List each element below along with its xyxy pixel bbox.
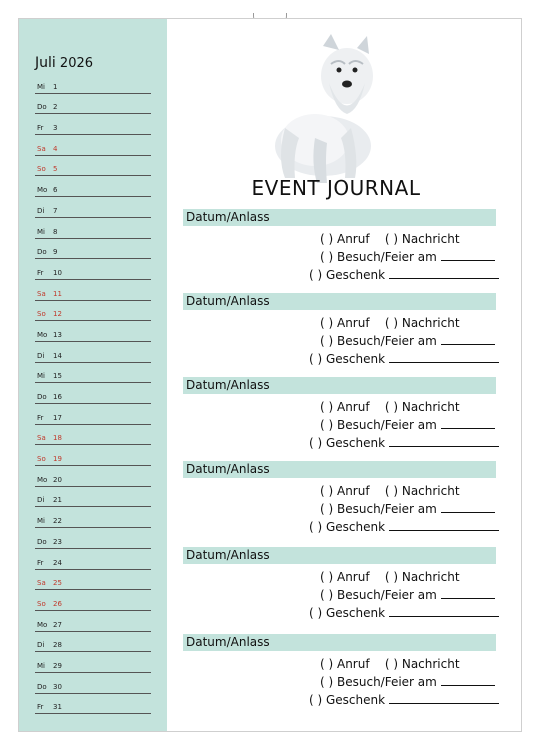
checkbox-anruf[interactable]: ( ) Anruf [320, 484, 370, 498]
checkbox-geschenk[interactable]: ( ) Geschenk [309, 268, 386, 282]
visit-line [320, 249, 495, 264]
day-number: 17 [53, 413, 62, 422]
weekday-label: Mi [37, 372, 45, 381]
day-row [35, 611, 151, 632]
day-number: 28 [53, 641, 62, 650]
day-row [35, 632, 151, 653]
day-row [35, 197, 151, 218]
gift-line [309, 435, 499, 450]
day-row [35, 259, 151, 280]
weekday-label: Fr [37, 703, 44, 712]
weekday-label: Sa [37, 579, 46, 588]
visit-date-blank[interactable] [441, 417, 495, 429]
gift-line [309, 605, 499, 620]
weekday-label: Do [37, 103, 47, 112]
visit-line [320, 587, 495, 602]
day-number: 5 [53, 165, 58, 174]
checkbox-besuch[interactable]: ( ) Besuch/Feier am [320, 675, 437, 689]
entry-heading: Datum/Anlass [183, 547, 496, 564]
day-row [35, 404, 151, 425]
contact-options [320, 484, 460, 498]
checkbox-nachricht[interactable]: ( ) Nachricht [384, 316, 460, 330]
day-row [35, 673, 151, 694]
contact-options [320, 570, 460, 584]
day-sidebar [19, 19, 167, 731]
day-row [35, 218, 151, 239]
weekday-label: Do [37, 393, 47, 401]
day-row [35, 114, 151, 135]
weekday-label: Fr [37, 413, 44, 422]
year: 2026 [59, 56, 94, 71]
day-number: 6 [53, 186, 58, 195]
day-number: 23 [53, 537, 62, 546]
checkbox-nachricht[interactable]: ( ) Nachricht [384, 484, 460, 498]
day-row [35, 549, 151, 570]
day-number: 7 [53, 206, 58, 215]
day-row [35, 528, 151, 549]
visit-date-blank[interactable] [441, 501, 495, 513]
weekday-label: So [37, 310, 46, 319]
entry-heading: Datum/Anlass [183, 377, 496, 394]
journal-entry [183, 461, 496, 534]
day-row [35, 135, 151, 156]
day-number: 21 [53, 496, 62, 505]
journal-entry [183, 209, 496, 282]
visit-date-blank[interactable] [441, 333, 495, 345]
checkbox-besuch[interactable]: ( ) Besuch/Feier am [320, 418, 437, 432]
day-row [35, 590, 151, 611]
visit-date-blank[interactable] [441, 674, 495, 686]
day-number: 27 [53, 620, 62, 629]
visit-line [320, 501, 495, 516]
weekday-label: Sa [37, 144, 46, 153]
day-number: 30 [53, 682, 62, 691]
day-row [35, 507, 151, 528]
month-title [35, 55, 93, 71]
checkbox-geschenk[interactable]: ( ) Geschenk [309, 436, 386, 450]
journal-entry [183, 634, 496, 707]
day-number: 22 [53, 517, 62, 526]
visit-line [320, 674, 495, 689]
checkbox-besuch[interactable]: ( ) Besuch/Feier am [320, 250, 437, 264]
weekday-label: Mo [37, 620, 48, 629]
gift-line [309, 267, 499, 282]
day-number: 15 [53, 372, 62, 381]
journal-entry [183, 547, 496, 620]
checkbox-geschenk[interactable]: ( ) Geschenk [309, 693, 386, 707]
day-number: 4 [53, 144, 58, 153]
weekday-label: Di [37, 206, 45, 215]
journal-title: EVENT JOURNAL [251, 176, 421, 200]
day-number: 1 [53, 82, 58, 91]
day-number: 25 [53, 579, 62, 588]
checkbox-anruf[interactable]: ( ) Anruf [320, 316, 370, 330]
day-row [35, 94, 151, 115]
gift-line [309, 351, 499, 366]
day-number: 8 [53, 227, 58, 236]
day-number: 29 [53, 661, 62, 670]
checkbox-anruf[interactable]: ( ) Anruf [320, 232, 370, 246]
day-row [35, 156, 151, 177]
day-row [35, 301, 151, 322]
checkbox-nachricht[interactable]: ( ) Nachricht [384, 400, 460, 414]
checkbox-geschenk[interactable]: ( ) Geschenk [309, 606, 386, 620]
day-row [35, 425, 151, 446]
visit-line [320, 417, 495, 432]
weekday-label: Mi [37, 517, 45, 526]
journal-entry [183, 293, 496, 366]
checkbox-geschenk[interactable]: ( ) Geschenk [309, 352, 386, 366]
day-number: 10 [53, 268, 62, 277]
weekday-label: Mi [37, 661, 45, 670]
day-row [35, 383, 151, 404]
day-row [35, 176, 151, 197]
day-number: 24 [53, 558, 62, 567]
day-row [35, 239, 151, 260]
day-row [35, 321, 151, 342]
gift-blank[interactable] [389, 435, 499, 447]
day-number: 13 [53, 330, 62, 339]
day-number: 20 [53, 475, 62, 484]
gift-line [309, 692, 499, 707]
gift-blank[interactable] [389, 267, 499, 279]
weekday-label: Mo [37, 186, 48, 195]
checkbox-anruf[interactable]: ( ) Anruf [320, 657, 370, 671]
day-number: 3 [53, 124, 58, 133]
entry-heading: Datum/Anlass [183, 634, 496, 651]
weekday-label: So [37, 455, 46, 464]
gift-blank[interactable] [389, 605, 499, 617]
day-number: 11 [53, 289, 62, 298]
gift-blank[interactable] [389, 351, 499, 363]
day-row [35, 363, 151, 384]
day-list [35, 73, 151, 714]
weekday-label: Di [37, 496, 45, 505]
month-name: Juli [35, 55, 56, 71]
day-row [35, 570, 151, 591]
weekday-label: Di [37, 641, 45, 650]
checkbox-anruf[interactable]: ( ) Anruf [320, 570, 370, 584]
checkbox-besuch[interactable]: ( ) Besuch/Feier am [320, 588, 437, 602]
checkbox-besuch[interactable]: ( ) Besuch/Feier am [320, 334, 437, 348]
weekday-label: Do [37, 682, 47, 691]
contact-options [320, 232, 460, 246]
weekday-label: Do [37, 248, 47, 257]
checkbox-anruf[interactable]: ( ) Anruf [320, 400, 370, 414]
weekday-label: Fr [37, 558, 44, 567]
day-number: 19 [53, 455, 62, 464]
day-row [35, 445, 151, 466]
weekday-label: Mo [37, 475, 48, 484]
contact-options [320, 400, 460, 414]
weekday-label: Fr [37, 268, 44, 277]
visit-date-blank[interactable] [441, 587, 495, 599]
day-row [35, 73, 151, 94]
weekday-label: So [37, 165, 46, 174]
day-number: 16 [53, 393, 62, 401]
day-row [35, 487, 151, 508]
day-row [35, 280, 151, 301]
weekday-label: Mo [37, 330, 48, 339]
day-number: 9 [53, 248, 58, 257]
day-row [35, 466, 151, 487]
day-number: 18 [53, 434, 62, 443]
weekday-label: Mi [37, 227, 45, 236]
weekday-label: Di [37, 351, 45, 360]
day-number: 26 [53, 599, 62, 608]
day-row [35, 342, 151, 363]
gift-blank[interactable] [389, 692, 499, 704]
entry-heading: Datum/Anlass [183, 293, 496, 310]
checkbox-besuch[interactable]: ( ) Besuch/Feier am [320, 502, 437, 516]
day-number: 2 [53, 103, 58, 112]
visit-line [320, 333, 495, 348]
day-number: 12 [53, 310, 62, 319]
gift-line [309, 519, 499, 534]
journal-entry [183, 377, 496, 450]
contact-options [320, 657, 460, 671]
weekday-label: Mi [37, 82, 45, 91]
visit-date-blank[interactable] [441, 249, 495, 261]
entry-heading: Datum/Anlass [183, 461, 496, 478]
checkbox-nachricht[interactable]: ( ) Nachricht [384, 570, 460, 584]
weekday-label: So [37, 599, 46, 608]
checkbox-nachricht[interactable]: ( ) Nachricht [384, 232, 460, 246]
weekday-label: Do [37, 537, 47, 546]
entry-heading: Datum/Anlass [183, 209, 496, 226]
weekday-label: Sa [37, 289, 46, 298]
terrier-dog-icon [255, 28, 395, 188]
day-number: 14 [53, 351, 62, 360]
weekday-label: Sa [37, 434, 46, 443]
weekday-label: Fr [37, 124, 44, 133]
checkbox-geschenk[interactable]: ( ) Geschenk [309, 520, 386, 534]
gift-blank[interactable] [389, 519, 499, 531]
checkbox-nachricht[interactable]: ( ) Nachricht [384, 657, 460, 671]
day-row [35, 694, 151, 715]
contact-options [320, 316, 460, 330]
day-row [35, 652, 151, 673]
day-number: 31 [53, 703, 62, 712]
